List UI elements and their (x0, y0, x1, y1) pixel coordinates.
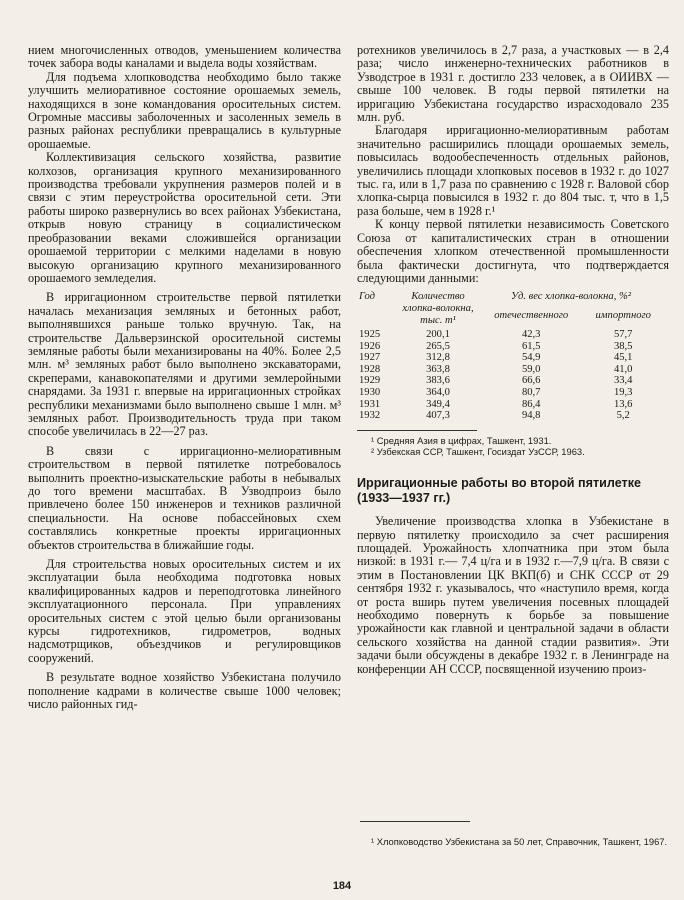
table-cell: 54,9 (521, 352, 541, 364)
paragraph: К концу первой пятилетки независимость Советского Союза от капиталистических стран в отношении обеспечения хлопком отечественной промышленности была фактически достигнута, что подтверждается следующими данными: (357, 217, 669, 285)
paragraph: В результате водное хозяйство Узбекистана получило пополнение кадрами в количестве свыше 1000 человек; число районных гид- (28, 670, 341, 712)
table-row (357, 375, 663, 387)
table-cell: 57,7 (613, 329, 633, 341)
table-cell: 1932 (359, 410, 381, 422)
footnote: ¹ Средняя Азия в цифрах, Ташкент, 1931. (371, 434, 552, 446)
table-header-domestic: отечественного (494, 310, 569, 322)
footnote-divider (357, 430, 477, 431)
footnote-divider (360, 821, 470, 822)
paragraph: Для строительства новых оросительных систем и их эксплуатации была необходима подготовка новых квалифицированных кадров и переподготовка линейного эксплуатационного персонала. При управлениях оросительных систем с этой целью были организованы курсы гидротехников, гидрометров, водных надсмотрщиков, объездчиков и регулировщиков сооружений. (28, 557, 341, 665)
paragraph: нием многочисленных отводов, уменьшением количества точек забора воды каналами и выдела воды хозяйствам. (28, 43, 341, 71)
table-cell: 38,5 (613, 340, 633, 352)
table-cell: 363,8 (426, 363, 450, 375)
paragraph: ротехников увеличилось в 2,7 раза, а участковых — в 2,4 раза; число инженерно-технических работников в Узводстрое в 1931 г. достигло 233 человек, а в ОИИВХ — свыше 100 человек. В годы первой пятилетки на ирригацию Узбекистана государство израсходовало 235 млн. руб. (357, 43, 669, 125)
table-cell: 45,1 (613, 352, 633, 364)
table-cell: 19,3 (613, 387, 633, 399)
table-cell: 1926 (359, 340, 381, 352)
paragraph: Для подъема хлопководства необходимо было также улучшить мелиоративное состояние орошаемых земель, находящихся в зоне командования оросительных систем. Огромные массивы заболоченных и засоленных земель в разных районах республики превращались в культурные орошаемые. (28, 69, 341, 151)
table-cell: 407,3 (426, 410, 450, 422)
table-cell: 1925 (359, 329, 381, 341)
table-cell: 1927 (359, 352, 381, 364)
footnote: ¹ Хлопководство Узбекистана за 50 лет, Справочник, Ташкент, 1967. (371, 836, 668, 848)
table-row (357, 364, 663, 376)
paragraph: В ирригационном строительстве первой пятилетки началась механизация земляных и бетонных работ, выполнявшихся раньше только вручную. Так, на строительстве Дальверзинской оросительной системы земляные работы были механизированы на 40%. Более 2,5 млн. м³ земляных работ было выполнено экскаваторами, скреперами, канавокопателями и другими землеройными снарядами. За 1931 г. впервые на ирригационных стройках республики механизмами было выполнено свыше 1 млн. м³ земляных работ. Производительность труда при таком способе увеличилась в 22—27 раз. (28, 290, 341, 439)
table-cell: 1931 (359, 398, 381, 410)
table-cell: 1928 (359, 363, 381, 375)
footnote: ² Узбекская ССР, Ташкент, Госиздат УзССР, 1963. (371, 446, 585, 458)
paragraph: Коллективизация сельского хозяйства, развитие колхозов, организация крупного механизированного производства требовали укрупнения размеров полей и в связи с этим переустройства оросительной сети. Эти работы широко развернулись во всех районах Узбекистана, открыв новую страницу в социалистическом преобразовании веками сложившейся организации орошаемой территории с мелкими наделами в новую высокую организацию крупного механизированного орошаемого земледелия. (28, 150, 341, 285)
table-row (357, 410, 663, 422)
left-column (28, 44, 341, 712)
table-cell: 66,6 (521, 375, 541, 387)
table-row (357, 352, 663, 364)
table-cell: 200,1 (426, 329, 450, 341)
section-heading: Ирригационные работы во второй пятилетке (1933—1937 гг.) (357, 476, 642, 505)
table-cell: 364,0 (426, 387, 450, 399)
paragraph: Увеличение производства хлопка в Узбекистане в первую пятилетку происходило за счет расширения площадей. Урожайность хлопчатника при этом была низкой: в 1931 г.— 7,4 ц/га и в 1932 г.—7,9 ц/га. В связи с этим в Постановлении ЦК ВКП(б) и СНК СССР от 29 сентября 1932 г. указывалось, что «наступило время, когда от роста вширь путем увеличения посевных площадей необходимо повернуть к борьбе за повышение урожайности как главной и центральной задачи в области сельского хозяйства на данной стадии развития». Эти задачи были обсуждены в декабре 1932 г. в Ленинграде на конференции АН СССР, посвященной изучению произ- (357, 514, 669, 676)
table-header-year: Год (359, 291, 375, 303)
table-footnotes (357, 435, 669, 458)
table-cell: 41,0 (613, 363, 633, 375)
table-cell: 312,8 (426, 352, 450, 364)
table-row (357, 341, 663, 353)
table-cell: 61,5 (521, 340, 541, 352)
table-row (357, 399, 663, 411)
table-cell: 265,5 (426, 340, 450, 352)
paragraph: В связи с ирригационно-мелиоративным строительством в первой пятилетке потребовалось выполнить проектно-изыскательские работы в небывалых до того времени масштабах. В Узводпроиз было привлечено более 150 инженеров и техников различной специальности. На основе побассейновых схем составлялись конкретные проекты ирригационных объектов строительства в ближайшие годы. (28, 443, 341, 552)
table-cell: 80,7 (521, 387, 541, 399)
paragraph: Благодаря ирригационно-мелиоративным работам значительно расширились площади орошаемых земель, повысилась водообеспеченность отдельных районов, увеличились площади хлопковых посевов в 1932 г. до 1027 тыс. га, или в 1,7 раза по сравнению с 1928 г. Валовой сбор хлопка-сырца повысился в 1932 г. до 804 тыс. т, что в 1,5 раза больше, чем в 1928 г.¹ (357, 123, 669, 218)
page-number: 184 (332, 880, 352, 892)
page-footnote (357, 827, 669, 857)
table-cell: 5,2 (616, 410, 630, 422)
table-cell: 383,6 (426, 375, 450, 387)
table-cell: 1929 (359, 375, 381, 387)
table-cell: 42,3 (521, 329, 541, 341)
table-row (357, 387, 663, 399)
table-header-share: Уд. вес хлопка-волокна, %² (510, 291, 632, 303)
right-column (357, 44, 669, 676)
table-cell: 13,6 (613, 398, 633, 410)
cotton-fiber-table (357, 291, 663, 422)
table-cell: 59,0 (521, 363, 541, 375)
table-header-import: импортного (595, 310, 651, 322)
table-header-quantity: Количество хлопка-волокна, тыс. т¹ (402, 291, 474, 326)
table-cell: 349,4 (426, 398, 450, 410)
table-cell: 33,4 (613, 375, 633, 387)
table-row (357, 329, 663, 341)
table-cell: 1930 (359, 387, 381, 399)
table-cell: 86,4 (521, 398, 541, 410)
table-cell: 94,8 (521, 410, 541, 422)
